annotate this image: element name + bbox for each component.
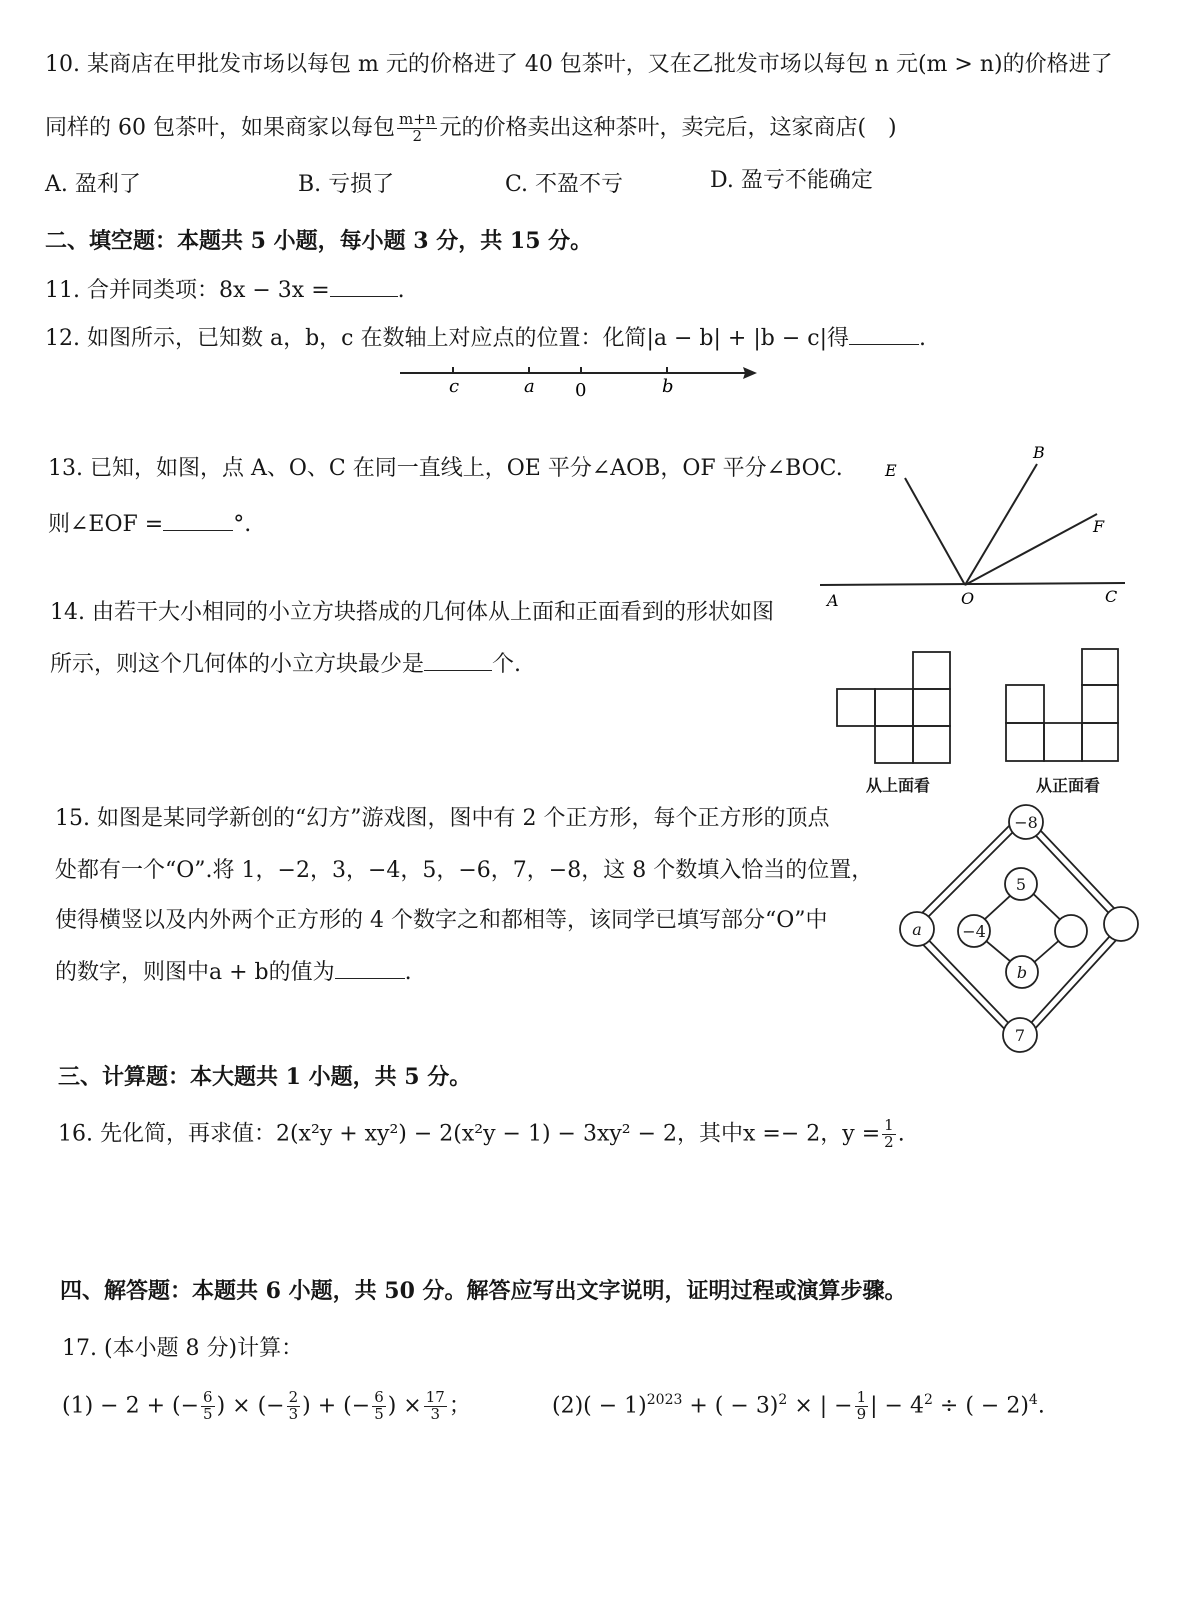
q12-blank xyxy=(849,326,919,345)
front-view-cell xyxy=(1082,649,1118,685)
label-b: b xyxy=(662,376,674,397)
q17-p1-frac1: $\frac{6}{5}$ xyxy=(203,1388,213,1423)
label-O: O xyxy=(961,589,975,608)
q10-line2: 同样的 60 包茶叶，如果商家以每包 $\frac{m+n}{2}$ 元的价格卖出这种茶叶，卖完后，这家商店( ) xyxy=(45,110,897,145)
q10-line1: 10. 某商店在甲批发市场以每包 m 元的价格进了 40 包茶叶，又在乙批发市场以每包 n 元(m > n)的价格进了 xyxy=(45,52,1113,77)
q11-blank xyxy=(330,278,398,297)
q10-option-d: D. 盈亏不能确定 xyxy=(710,168,873,193)
node-inner-right xyxy=(1055,915,1087,947)
q15-line3: 使得横竖以及内外两个正方形的 4 个数字之和都相等，该同学已填写部分“O”中 xyxy=(55,908,828,933)
q13-line1: 13. 已知，如图，点 A、O、C 在同一直线上，OE 平分∠AOB，OF 平分∠BOC. xyxy=(48,456,843,481)
node-outer-left-label: a xyxy=(912,920,922,939)
node-outer-top-label: −8 xyxy=(1014,813,1038,832)
q17-title: 17. (本小题 8 分)计算： xyxy=(62,1336,304,1361)
q10-fraction: $\frac{m+n}{2}$ xyxy=(398,110,436,145)
q10-option-a: A. 盈利了 xyxy=(45,172,141,197)
front-view-caption: 从正面看 xyxy=(1036,776,1101,795)
label-a: a xyxy=(524,376,535,397)
q17-p1-frac4: $\frac{17}{3}$ xyxy=(425,1388,445,1423)
outer-square-edge xyxy=(907,812,1130,1045)
top-view-cell xyxy=(837,689,875,726)
q15-blank xyxy=(335,960,405,979)
front-view-figure xyxy=(1004,647,1124,765)
q13-blank xyxy=(163,512,233,531)
q15-line1: 15. 如图是某同学新创的“幻方”游戏图，图中有 2 个正方形，每个正方形的顶点 xyxy=(55,806,830,831)
outer-square xyxy=(917,822,1120,1035)
q15-line4: 的数字，则图中a + b的值为 . xyxy=(55,960,412,985)
top-view-cell xyxy=(875,689,913,726)
node-inner-left-label: −4 xyxy=(962,922,986,941)
node-outer-bottom-label: 7 xyxy=(1014,1026,1026,1045)
label-E: E xyxy=(885,461,897,480)
angle-figure xyxy=(815,440,1135,610)
top-view-cell xyxy=(913,726,950,763)
ray-OB xyxy=(965,464,1037,585)
q10-option-c: C. 不盈不亏 xyxy=(505,172,624,197)
top-view-cell xyxy=(875,726,913,763)
top-view-figure xyxy=(835,650,955,770)
top-view-cell xyxy=(913,689,950,726)
section3-heading: 三、计算题：本大题共 1 小题，共 5 分。 xyxy=(58,1064,472,1090)
number-line-figure xyxy=(395,356,765,404)
q17-part2: $(2)( - 1)^{2023}$ + ( − 3)$^2$ × | − $\frac{1}{9}$ | − $4^2$ ÷ ( − 2)$^4$. xyxy=(552,1388,1045,1423)
q15-line2: 处都有一个“O”.将 1，−2，3，−4，5，−6，7，−8，这 8 个数填入恰当的位置， xyxy=(55,858,874,883)
q11: 11. 合并同类项：8x − 3x = . xyxy=(45,278,405,303)
q14-blank xyxy=(424,652,492,671)
q16-fraction: $\frac{1}{2}$ xyxy=(884,1116,894,1151)
q13-line2: 则∠EOF = °. xyxy=(48,512,252,537)
front-view-cell xyxy=(1006,685,1044,723)
q17-part1: (1) − 2 + (− $\frac{6}{5}$ ) × (− $\frac{2}{3}$ ) + (− $\frac{6}{5}$ ) × $\frac{17}{3}$ ； xyxy=(62,1388,471,1423)
label-c: c xyxy=(449,376,460,397)
top-view-cell xyxy=(913,652,950,689)
q17-p1-frac3: $\frac{6}{5}$ xyxy=(374,1388,384,1423)
section2-heading: 二、填空题：本题共 5 小题，每小题 3 分，共 15 分。 xyxy=(45,228,593,254)
q16: 16. 先化简，再求值：2(x²y + xy²) − 2(x²y − 1) − 3xy² − 2，其中x =− 2，y = $\frac{1}{2}$ . xyxy=(58,1116,905,1151)
q17-p2-frac: $\frac{1}{9}$ xyxy=(856,1388,867,1423)
q10-option-b: B. 亏损了 xyxy=(298,172,395,197)
label-zero: 0 xyxy=(575,380,587,401)
magic-square-figure xyxy=(895,800,1145,1060)
section4-heading: 四、解答题：本题共 6 小题，共 50 分。解答应写出文字说明，证明过程或演算步骤。 xyxy=(60,1278,907,1304)
front-view-cell xyxy=(1044,723,1082,761)
ray-OF xyxy=(965,514,1097,585)
ray-OE xyxy=(905,478,965,585)
front-view-cell xyxy=(1082,723,1118,761)
label-C: C xyxy=(1105,587,1118,606)
q14-line1: 14. 由若干大小相同的小立方块搭成的几何体从上面和正面看到的形状如图 xyxy=(50,600,774,625)
label-F: F xyxy=(1093,517,1105,536)
node-inner-bottom-label: b xyxy=(1016,963,1028,982)
front-view-cell xyxy=(1082,685,1118,723)
q17-p1-frac2: $\frac{2}{3}$ xyxy=(288,1388,299,1423)
front-view-cell xyxy=(1006,723,1044,761)
node-inner-top-label: 5 xyxy=(1015,875,1027,894)
label-B: B xyxy=(1033,443,1045,462)
line-AC xyxy=(820,583,1125,585)
q12: 12. 如图所示，已知数 a，b，c 在数轴上对应点的位置：化简|a − b| + |b − c|得 . xyxy=(45,326,927,351)
node-outer-right xyxy=(1104,907,1138,941)
q14-line2: 所示，则这个几何体的小立方块最少是 个. xyxy=(50,652,522,677)
label-A: A xyxy=(827,591,839,610)
number-line-arrow xyxy=(743,367,757,379)
top-view-caption: 从上面看 xyxy=(866,776,931,795)
